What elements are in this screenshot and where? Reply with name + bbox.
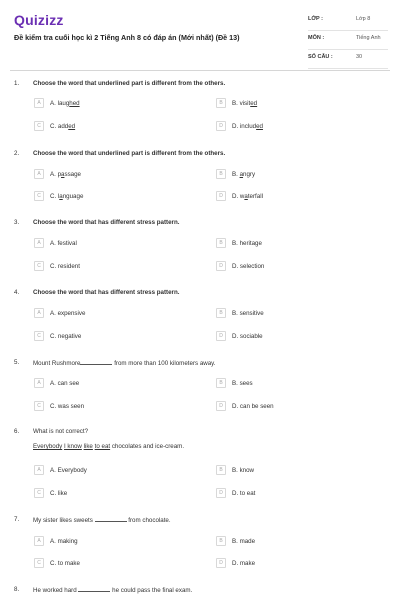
question-number: 4. xyxy=(14,289,20,296)
option-letter-box: A xyxy=(34,98,44,108)
question-number: 3. xyxy=(14,219,20,226)
meta-label: SỐ CÂU : xyxy=(308,54,333,60)
meta-table xyxy=(308,12,388,69)
option-text: D. sociable xyxy=(232,333,263,340)
option-text: A. passage xyxy=(50,171,81,178)
option-text: B. angry xyxy=(232,171,256,178)
option-letter-box: D xyxy=(216,488,226,498)
option-text: D. make xyxy=(232,560,256,567)
option-letter-box: B xyxy=(216,465,226,475)
question-number: 8. xyxy=(14,586,20,593)
option-text: C. to make xyxy=(50,560,80,567)
option-text: B. visited xyxy=(232,100,258,107)
option-text: B. sensitive xyxy=(232,310,264,317)
question-text: My sister likes sweets from chocolate. xyxy=(33,517,171,524)
option-letter-box: C xyxy=(34,488,44,498)
option-letter-box: A xyxy=(34,238,44,248)
option-text: C. added xyxy=(50,123,76,130)
question-text: He worked hard he could pass the final exam. xyxy=(33,587,193,594)
question-text: Choose the word that has different stress pattern. xyxy=(33,289,180,296)
question-text: Choose the word that underlined part is different from the others. xyxy=(33,150,226,157)
option-letter-box: D xyxy=(216,331,226,341)
option-text: A. laughed xyxy=(50,100,80,107)
option-letter-box: D xyxy=(216,401,226,411)
question-text: Mount Rushmore from more than 100 kilometers away. xyxy=(33,360,216,367)
option-letter-box: B xyxy=(216,169,226,179)
meta-row-class xyxy=(308,12,388,31)
option-letter-box: B xyxy=(216,238,226,248)
quizizz-logo: Quizizz xyxy=(14,12,64,28)
option-letter-box: A xyxy=(34,169,44,179)
option-text: A. Everybody xyxy=(50,467,87,474)
option-text: B. know xyxy=(232,467,255,474)
option-text: B. made xyxy=(232,538,256,545)
option-text: B. sees xyxy=(232,380,253,387)
option-letter-box: A xyxy=(34,465,44,475)
option-letter-box: C xyxy=(34,401,44,411)
option-letter-box: D xyxy=(216,261,226,271)
option-letter-box: B xyxy=(216,536,226,546)
option-text: C. like xyxy=(50,490,68,497)
option-letter-box: D xyxy=(216,121,226,131)
option-letter-box: C xyxy=(34,331,44,341)
option-letter-box: C xyxy=(34,191,44,201)
question-text: What is not correct? xyxy=(33,428,89,435)
option-text: D. to eat xyxy=(232,490,256,497)
option-letter-box: C xyxy=(34,121,44,131)
answer-blank xyxy=(80,359,112,365)
option-text: D. selection xyxy=(232,263,265,270)
option-text: C. was seen xyxy=(50,403,85,410)
option-letter-box: A xyxy=(34,308,44,318)
option-letter-box: B xyxy=(216,98,226,108)
answer-blank xyxy=(95,516,127,522)
option-text: D. waterfall xyxy=(232,193,263,200)
option-text: A. expensive xyxy=(50,310,86,317)
meta-row-subject xyxy=(308,31,388,50)
header-divider xyxy=(10,70,390,71)
question-number: 7. xyxy=(14,516,20,523)
option-text: B. heritage xyxy=(232,240,262,247)
question-number: 1. xyxy=(14,80,20,87)
option-letter-box: B xyxy=(216,308,226,318)
option-text: A. festival xyxy=(50,240,77,247)
option-letter-box: D xyxy=(216,558,226,568)
option-text: C. resident xyxy=(50,263,80,270)
question-text: Choose the word that has different stress pattern. xyxy=(33,219,180,226)
option-text: C. language xyxy=(50,193,84,200)
question-text: Choose the word that underlined part is different from the others. xyxy=(33,80,226,87)
question-number: 6. xyxy=(14,428,20,435)
option-text: C. negative xyxy=(50,333,82,340)
meta-value: Tiếng Anh xyxy=(356,35,381,41)
question-sentence: Everybody I know like to eat chocolates and ice-cream. xyxy=(33,443,185,450)
option-letter-box: C xyxy=(34,261,44,271)
option-letter-box: B xyxy=(216,378,226,388)
meta-value: Lớp 8 xyxy=(356,16,371,22)
question-number: 2. xyxy=(14,150,20,157)
answer-blank xyxy=(78,586,110,592)
option-letter-box: A xyxy=(34,536,44,546)
option-text: D. included xyxy=(232,123,263,130)
option-text: D. can be seen xyxy=(232,403,274,410)
meta-value: 30 xyxy=(356,54,363,60)
option-letter-box: D xyxy=(216,191,226,201)
option-text: A. making xyxy=(50,538,78,545)
meta-row-count xyxy=(308,50,388,69)
option-text: A. can see xyxy=(50,380,80,387)
option-letter-box: C xyxy=(34,558,44,568)
document-title: Đề kiểm tra cuối học kì 2 Tiếng Anh 8 có đáp án (Mới nhất) (Đề 13) xyxy=(14,33,240,42)
option-letter-box: A xyxy=(34,378,44,388)
question-number: 5. xyxy=(14,359,20,366)
meta-label: LỚP : xyxy=(308,16,323,22)
meta-label: MÔN : xyxy=(308,35,325,41)
